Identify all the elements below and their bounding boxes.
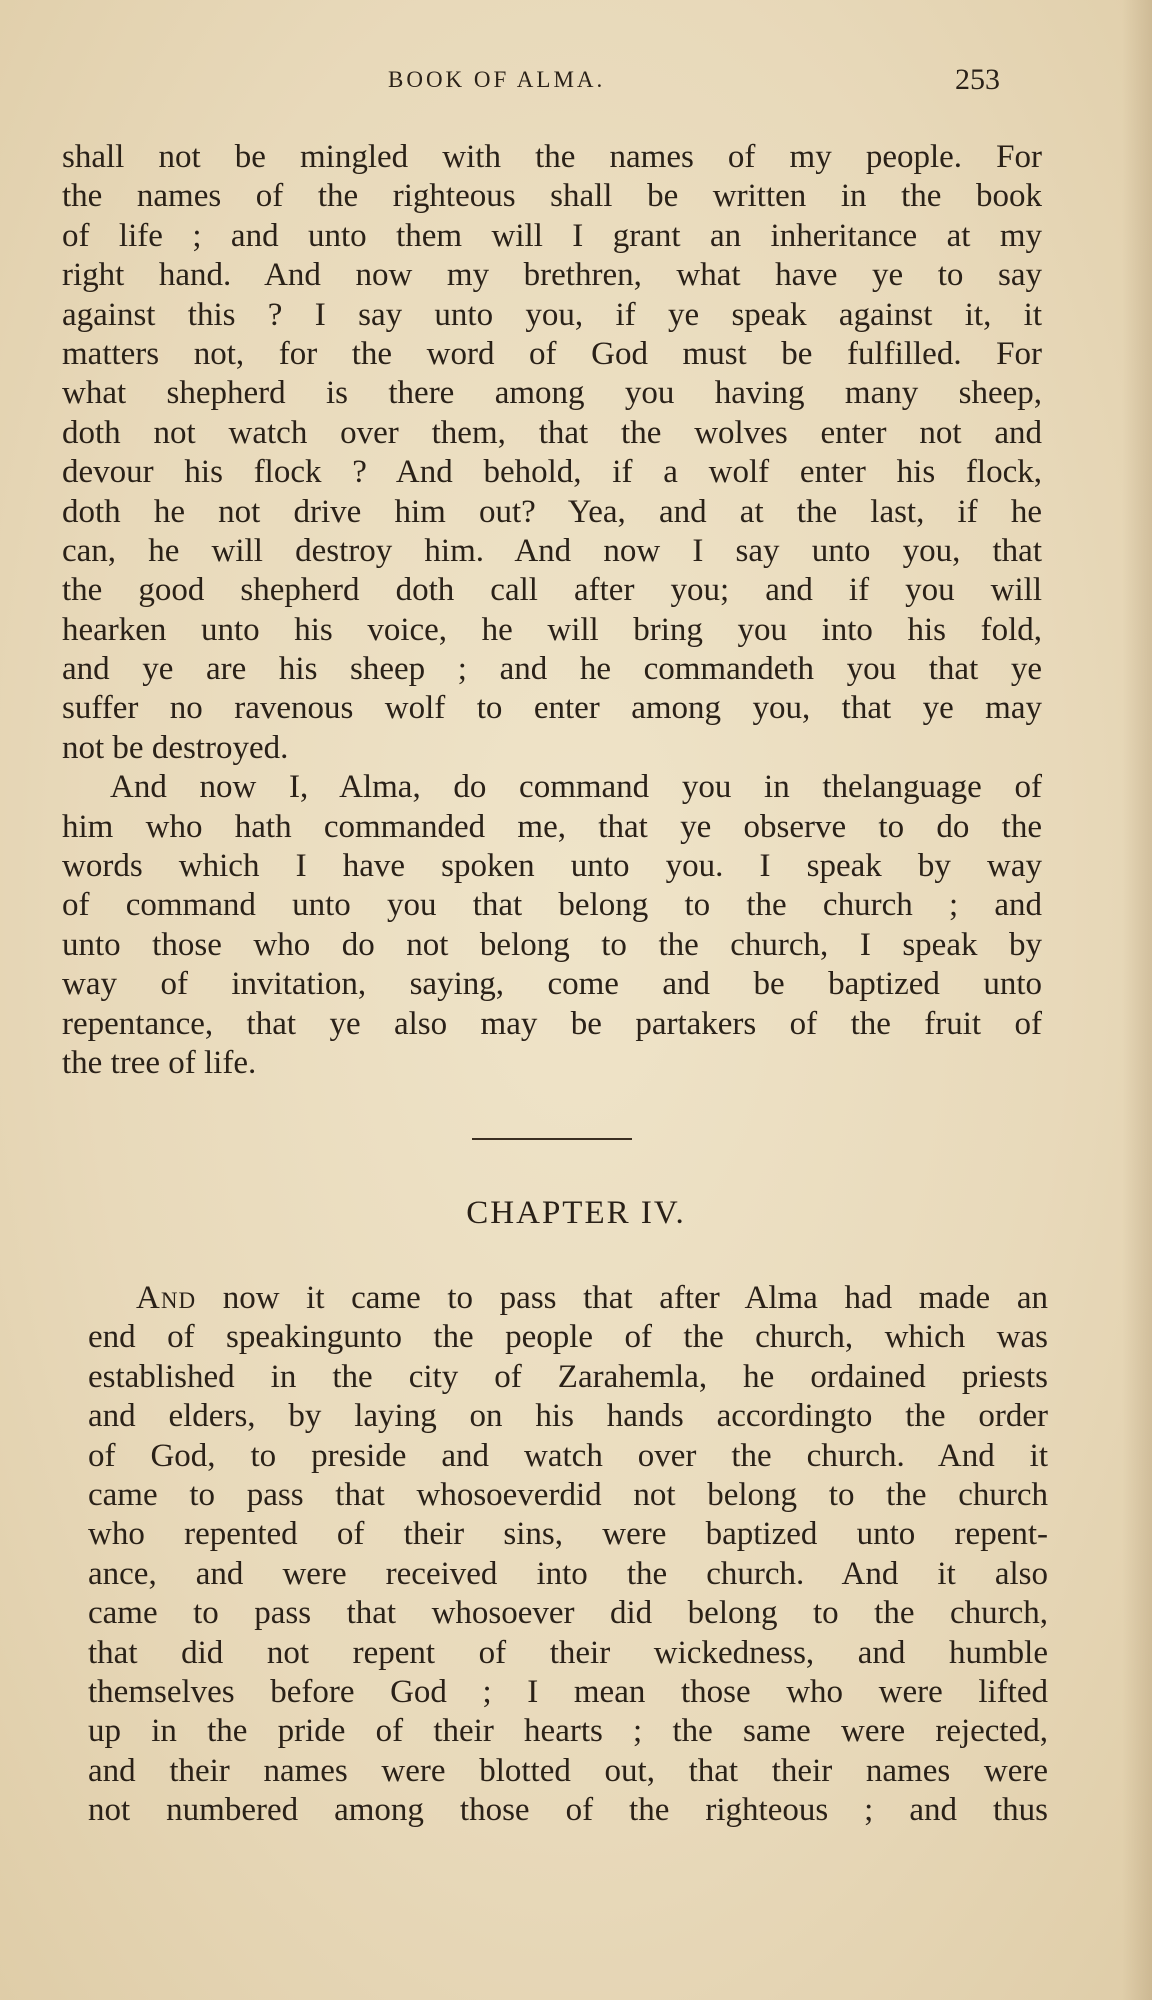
section-divider [472,1138,632,1140]
text-line: the names of the righteous shall be written in the book [62,178,1042,215]
text-line: and their names were blotted out, that their names were [88,1752,1048,1789]
text-line: and ye are his sheep ; and he commandeth you that ye [62,651,1042,688]
text-line: repentance, that ye also may be partakers of the fruit of [62,1005,1042,1042]
text-line: of life ; and unto them will I grant an inheritance at my [62,217,1042,254]
text-line: what shepherd is there among you having many sheep, [62,375,1042,412]
text-line: who repented of their sins, were baptized unto repent- [88,1516,1048,1553]
text-line: right hand. And now my brethren, what have ye to say [62,257,1042,294]
text-line: suffer no ravenous wolf to enter among you, that ye may [62,690,1042,727]
text-line: against this ? I say unto you, if ye speak against it, it [62,296,1042,333]
text-block-continued [62,138,1042,1083]
text-line: of God, to preside and watch over the church. And it [88,1437,1048,1474]
running-head [0,62,1152,98]
text-line: shall not be mingled with the names of my people. For [62,139,1042,175]
text-line: doth he not drive him out? Yea, and at the last, if he [62,493,1042,530]
text-line: came to pass that whosoever did belong to the church, [88,1595,1048,1632]
text-line: of command unto you that belong to the church ; and [62,887,1042,924]
text-line: not numbered among those of the righteous ; and thus [88,1792,1048,1829]
text-line: hearken unto his voice, he will bring you into his fold, [62,611,1042,648]
text-line: doth not watch over them, that the wolves enter not and [62,414,1042,451]
text-line: unto those who do not belong to the church, I speak by [62,926,1042,963]
text-line: devour his flock ? And behold, if a wolf enter his flock, [62,454,1042,491]
text-line: end of speakingunto the people of the church, which was [88,1319,1048,1356]
text-line: and elders, by laying on his hands accordingto the order [88,1398,1048,1435]
page-edge-shading [1122,0,1152,2000]
chapter-text-block [88,1279,1048,1830]
chapter-first-line-rest: now it came to pass that after Alma had made an [196,1280,1048,1316]
chapter-heading: CHAPTER IV. [466,1195,686,1231]
chapter-first-word: And [136,1280,197,1316]
page-number: 253 [955,63,1000,96]
running-title: BOOK OF ALMA. [388,67,606,92]
text-line: way of invitation, saying, come and be baptized unto [62,966,1042,1003]
text-line: the good shepherd doth call after you; and if you will [62,572,1042,609]
text-line: that did not repent of their wickedness, and humble [88,1634,1048,1671]
chapter-first-line [88,1279,1048,1318]
text-line: established in the city of Zarahemla, he ordained priests [88,1358,1048,1395]
text-line: ance, and were received into the church. And it also [88,1555,1048,1592]
text-line: not be destroyed. [62,729,289,766]
text-line: matters not, for the word of God must be fulfilled. For [62,335,1042,372]
text-line: the tree of life. [62,1044,257,1081]
text-line: words which I have spoken unto you. I speak by way [62,848,1042,885]
text-line: came to pass that whosoeverdid not belong to the church [88,1476,1048,1513]
text-line: can, he will destroy him. And now I say unto you, that [62,532,1042,569]
text-line: him who hath commanded me, that ye observe to do the [62,808,1042,845]
text-line: themselves before God ; I mean those who were lifted [88,1673,1048,1710]
text-line: And now I, Alma, do command you in thelanguage of [110,769,1042,806]
text-line: up in the pride of their hearts ; the same were rejected, [88,1713,1048,1750]
